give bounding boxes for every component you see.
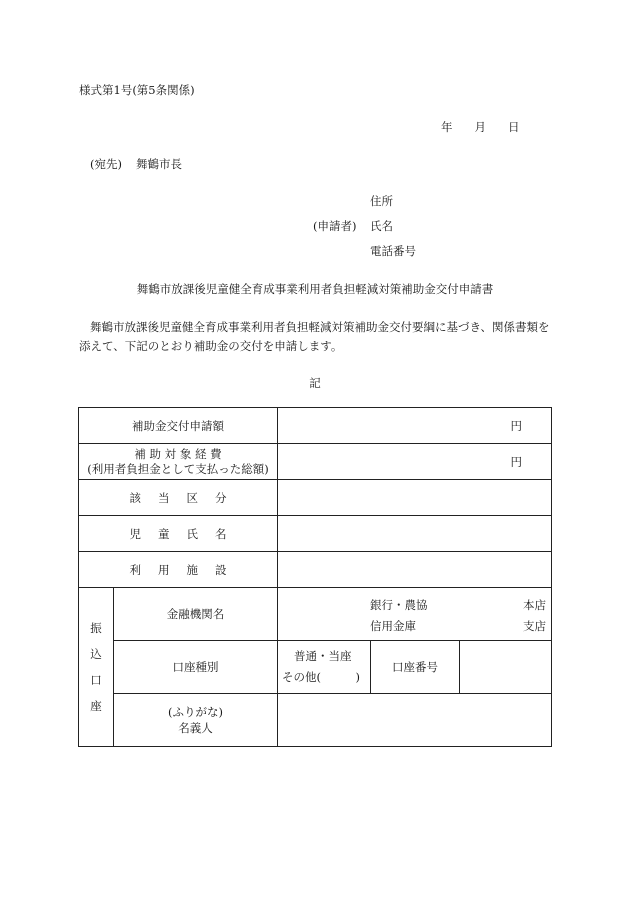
form-number: 様式第1号(第5条関係) bbox=[79, 83, 195, 97]
row-facility bbox=[79, 552, 552, 588]
document-title: 舞鶴市放課後児童健全育成事業利用者負担軽減対策補助金交付申請書 bbox=[136, 282, 494, 296]
applicant-role-label: (申請者) bbox=[313, 219, 357, 233]
transfer-char-4: 座 bbox=[90, 699, 102, 713]
eligible-cost-label: 補 助 対 象 経 費 bbox=[134, 446, 222, 461]
date-year-label: 年 bbox=[441, 120, 453, 134]
holder-field[interactable] bbox=[278, 694, 552, 747]
body-text bbox=[79, 318, 559, 356]
account-type-opt1: 普通・当座 bbox=[294, 649, 352, 663]
addressee-name: 舞鶴市長 bbox=[135, 157, 182, 171]
transfer-char-1: 振 bbox=[90, 621, 102, 635]
child-name-label: 児童氏名 bbox=[79, 516, 278, 552]
applicant-name-label: 氏名 bbox=[370, 219, 393, 233]
account-type-opt2: その他( ) bbox=[282, 670, 360, 684]
eligible-cost-label-cell bbox=[79, 444, 278, 480]
furigana-label: (ふりがな) bbox=[168, 705, 223, 719]
bank-name-label: 金融機関名 bbox=[114, 588, 278, 641]
facility-field[interactable] bbox=[278, 552, 552, 588]
bank-type-2: 信用金庫 bbox=[370, 619, 416, 633]
branch-2: 支店 bbox=[523, 619, 547, 633]
holder-label: 名義人 bbox=[178, 721, 213, 735]
eligible-cost-sublabel: (利用者負担金として支払った総額) bbox=[87, 461, 269, 476]
addressee-prefix: (宛先) bbox=[90, 157, 122, 171]
application-table bbox=[78, 407, 552, 747]
account-number-field[interactable] bbox=[460, 641, 552, 694]
transfer-char-2: 込 bbox=[90, 647, 102, 661]
yen-unit: 円 bbox=[510, 418, 523, 433]
child-name-field[interactable] bbox=[278, 516, 552, 552]
bank-type-1: 銀行・農協 bbox=[370, 598, 428, 612]
branch-1: 本店 bbox=[523, 598, 547, 612]
applicant-address-label: 住所 bbox=[370, 194, 393, 208]
row-subsidy-amount bbox=[79, 408, 552, 444]
holder-label-cell bbox=[114, 694, 278, 747]
account-type-label: 口座種別 bbox=[114, 641, 278, 694]
applicant-phone-label: 電話番号 bbox=[370, 244, 416, 258]
ki-heading: 記 bbox=[309, 376, 321, 390]
row-bank-name bbox=[79, 588, 552, 641]
date-line bbox=[441, 119, 520, 135]
date-month-label: 月 bbox=[474, 120, 486, 134]
category-field[interactable] bbox=[278, 480, 552, 516]
body-paragraph: 舞鶴市放課後児童健全育成事業利用者負担軽減対策補助金交付要綱に基づき、関係書類を添えて、下記のとおり補助金の交付を申請します。 bbox=[79, 320, 550, 353]
yen-unit: 円 bbox=[510, 454, 523, 469]
date-day-label: 日 bbox=[508, 120, 520, 134]
row-holder bbox=[79, 694, 552, 747]
row-account-type bbox=[79, 641, 552, 694]
subsidy-amount-label: 補助金交付申請額 bbox=[79, 408, 278, 444]
transfer-char-3: 口 bbox=[90, 673, 102, 687]
row-category bbox=[79, 480, 552, 516]
account-number-label: 口座番号 bbox=[371, 641, 460, 694]
row-eligible-cost bbox=[79, 444, 552, 480]
facility-label: 利用施設 bbox=[79, 552, 278, 588]
eligible-cost-field[interactable] bbox=[278, 444, 552, 480]
bank-name-field[interactable] bbox=[278, 588, 552, 641]
transfer-account-label bbox=[79, 588, 114, 747]
row-child-name bbox=[79, 516, 552, 552]
category-label: 該当区分 bbox=[79, 480, 278, 516]
subsidy-amount-field[interactable] bbox=[278, 408, 552, 444]
addressee bbox=[90, 156, 182, 172]
account-type-field[interactable] bbox=[278, 641, 371, 694]
